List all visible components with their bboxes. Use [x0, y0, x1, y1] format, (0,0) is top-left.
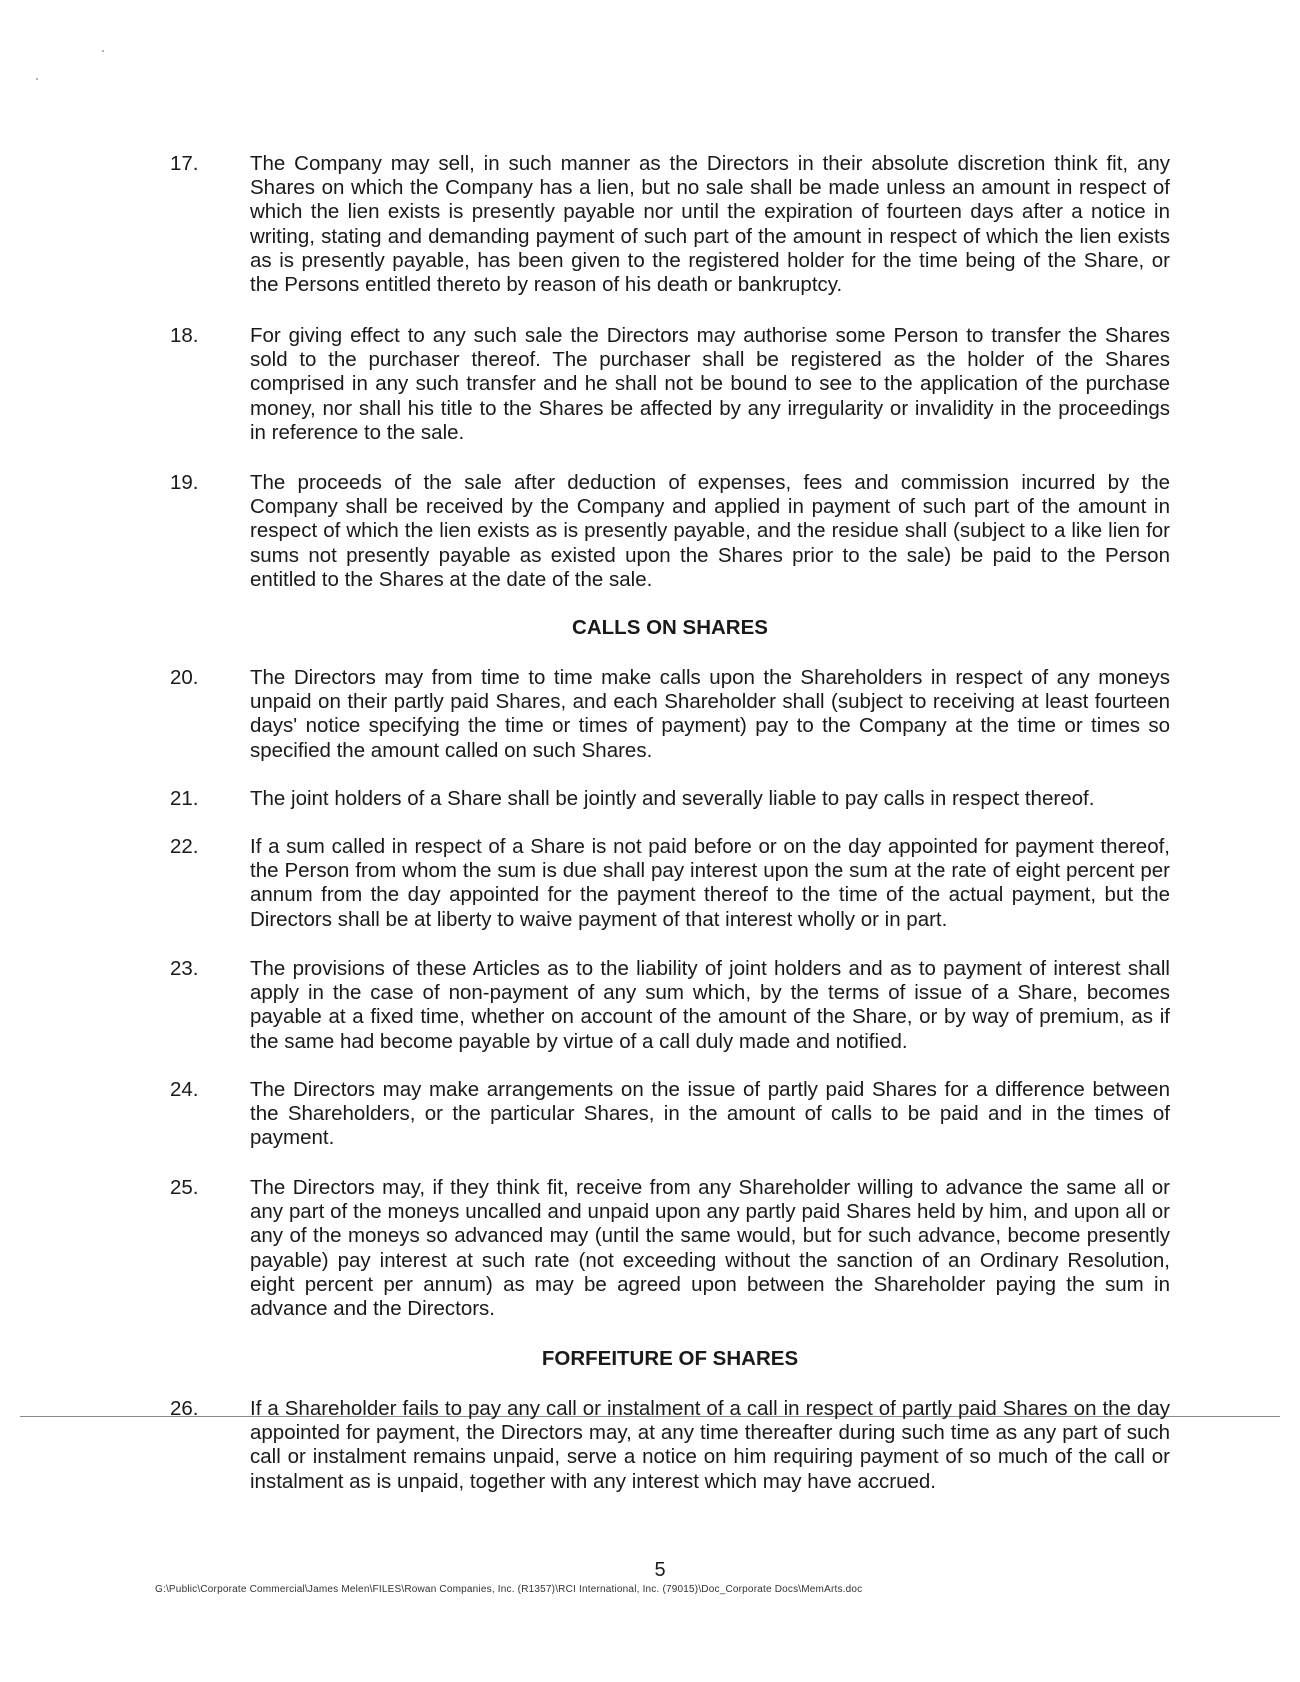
section-heading-calls: CALLS ON SHARES: [572, 616, 768, 639]
clause-23: [170, 957, 1170, 1054]
clause-text: The Company may sell, in such manner as the Directors in their absolute discretion think fit, any Shares on which the Company has a lien, but no sale shall be made unless an amount in respect of which the lien exists is presently payable nor until the expiration of fourteen days after a notice in writing, stating and demanding payment of such part of the amount in respect of which the lien exists as is presently payable, has been given to the registered holder for the time being of the Share, or the Persons entitled thereto by reason of his death or bankruptcy.: [250, 152, 1170, 297]
footer-file-path: G:\Public\Corporate Commercial\James Melen\FILES\Rowan Companies, Inc. (R1357)\RCI International, Inc. (79015)\Doc_Corporate Docs\MemArts.doc: [155, 1584, 863, 1595]
clause-number: 20.: [170, 666, 199, 689]
clause-text: The proceeds of the sale after deduction of expenses, fees and commission incurred by the Company shall be received by the Company and applied in payment of such part of the amount in respect of which the lien exists as is presently payable, and the residue shall (subject to a like lien for sums not presently payable as existed upon the Shares prior to the sale) be paid to the Person entitled to the Shares at the date of the sale.: [250, 471, 1170, 591]
clause-17: [170, 152, 1170, 297]
clause-text: The Directors may from time to time make calls upon the Shareholders in respect of any moneys unpaid on their partly paid Shares, and each Shareholder shall (subject to receiving at least fourteen days' notice specifying the time or times of payment) pay to the Company at the time or times so specified the amount called on such Shares.: [250, 666, 1170, 762]
clause-20: [170, 666, 1170, 763]
clause-25: [170, 1176, 1170, 1321]
clause-text: If a sum called in respect of a Share is not paid before or on the day appointed for payment thereof, the Person from whom the sum is due shall pay interest upon the sum at the rate of eight percent per annum from the day appointed for the payment thereof to the time of the actual payment, but the Directors shall be at liberty to waive payment of that interest wholly or in part.: [250, 835, 1170, 931]
clause-text: The Directors may make arrangements on the issue of partly paid Shares for a difference between the Shareholders, or the particular Shares, in the amount of calls to be paid and in the times of payment.: [250, 1078, 1170, 1150]
clause-text: If a Shareholder fails to pay any call or instalment of a call in respect of partly paid Shares on the day appointed for payment, the Directors may, at any time thereafter during such time as any part of such call or instalment remains unpaid, serve a notice on him requiring payment of so much of the call or instalment as is unpaid, together with any interest which may have accrued.: [250, 1397, 1170, 1493]
clause-26: [170, 1397, 1170, 1494]
clause-number: 24.: [170, 1078, 199, 1101]
clause-text: The provisions of these Articles as to the liability of joint holders and as to payment of interest shall apply in the case of non-payment of any sum which, by the terms of issue of a Share, becomes payable at a fixed time, whether on account of the amount of the Share, or by way of premium, as if the same had become payable by virtue of a call duly made and notified.: [250, 957, 1170, 1053]
clause-number: 21.: [170, 787, 199, 810]
clause-text: The joint holders of a Share shall be jointly and severally liable to pay calls in respect thereof.: [250, 787, 1095, 810]
clause-number: 18.: [170, 324, 199, 347]
clause-number: 23.: [170, 957, 199, 980]
clause-21: [170, 787, 1170, 811]
clause-number: 19.: [170, 471, 199, 494]
clause-18: [170, 324, 1170, 445]
clause-number: 17.: [170, 152, 199, 175]
clause-19: [170, 471, 1170, 592]
scan-speck: [36, 78, 38, 80]
clause-text: The Directors may, if they think fit, receive from any Shareholder willing to advance the same all or any part of the moneys uncalled and unpaid upon any partly paid Shares held by him, and upon all or any of the moneys so advanced may (until the same would, but for such advance, become presently payable) pay interest at such rate (not exceeding without the sanction of an Ordinary Resolution, eight percent per annum) as may be agreed upon between the Shareholder paying the sum in advance and the Directors.: [250, 1176, 1170, 1321]
clause-number: 25.: [170, 1176, 199, 1199]
page-number: 5: [654, 1559, 666, 1581]
section-heading-forfeiture: FORFEITURE OF SHARES: [541, 1347, 799, 1370]
clause-number: 22.: [170, 835, 199, 858]
clause-24: [170, 1078, 1170, 1151]
scan-speck: [102, 50, 104, 52]
clause-22: [170, 835, 1170, 932]
clause-number: 26.: [170, 1397, 199, 1420]
clause-text: For giving effect to any such sale the Directors may authorise some Person to transfer the Shares sold to the purchaser thereof. The purchaser shall be registered as the holder of the Shares comprised in any such transfer and he shall not be bound to see to the application of the purchase money, nor shall his title to the Shares be affected by any irregularity or invalidity in the proceedings in reference to the sale.: [250, 324, 1170, 444]
